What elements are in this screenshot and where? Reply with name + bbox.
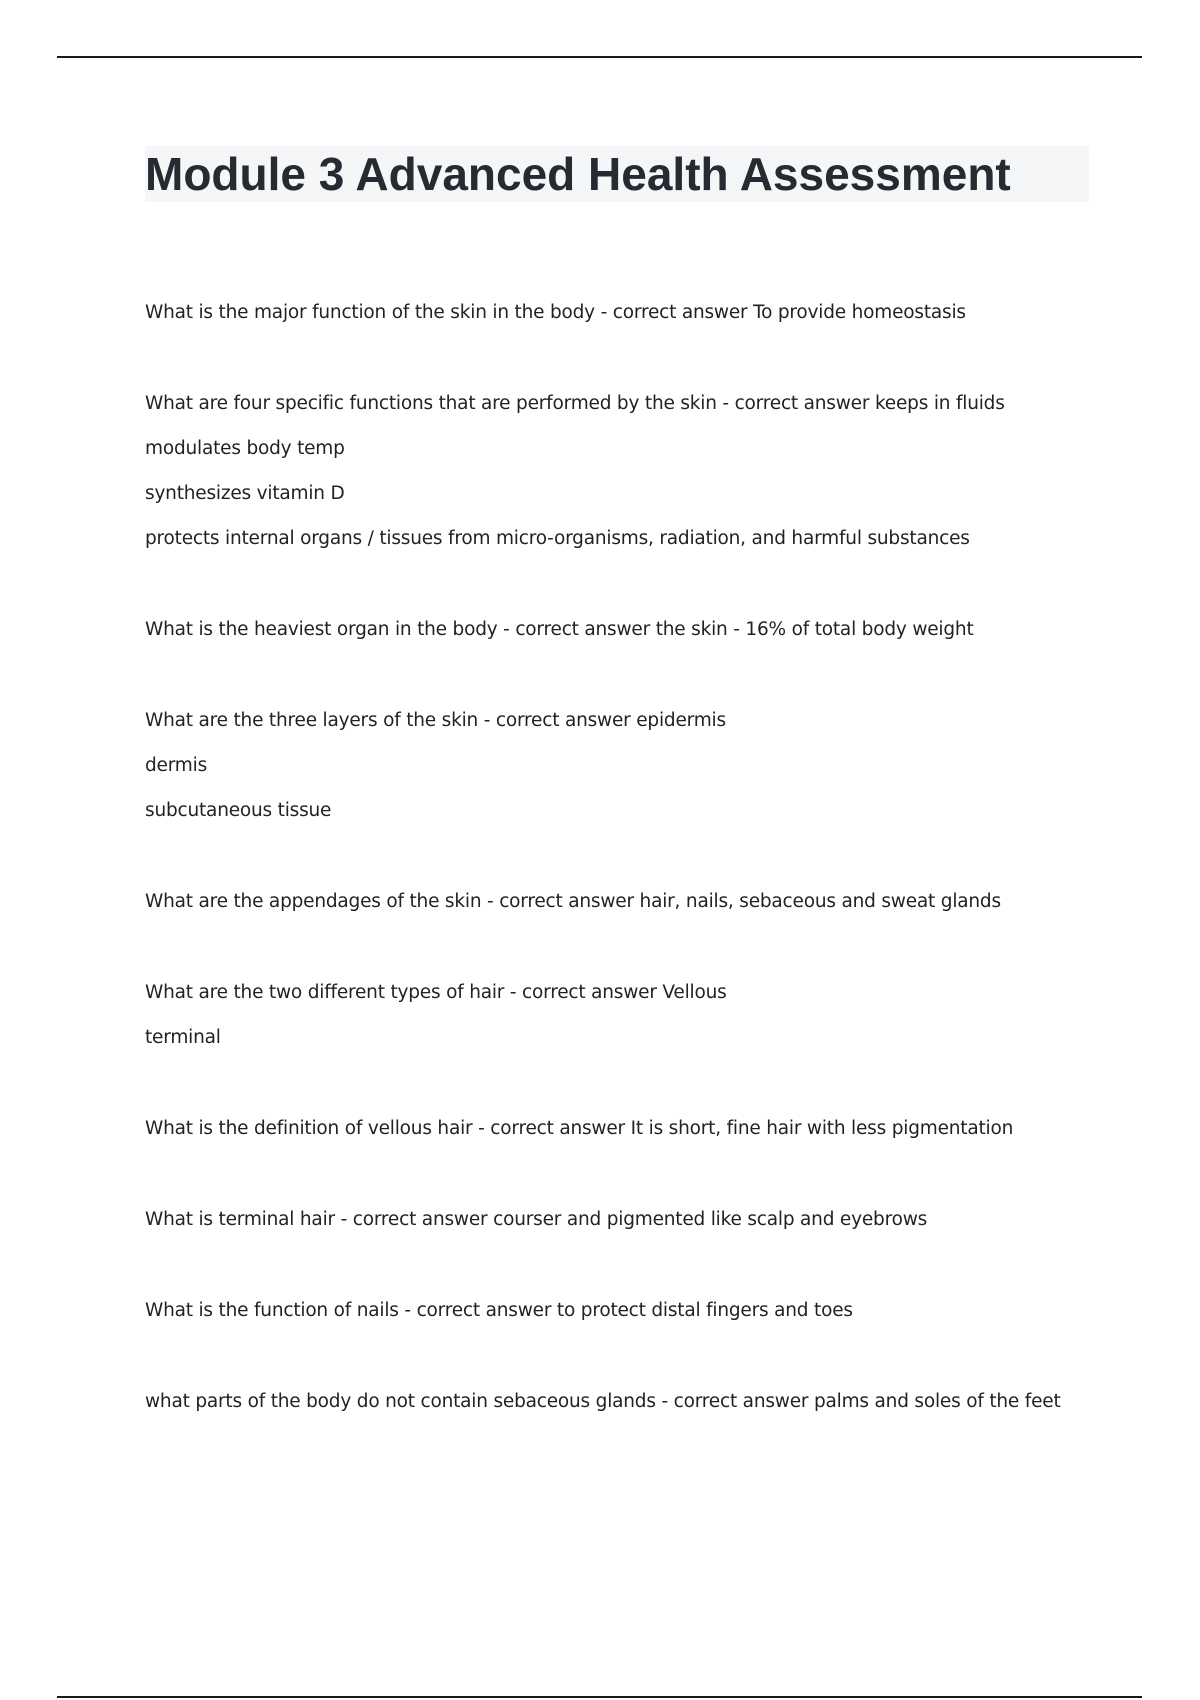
- qa-list: [145, 290, 1105, 1470]
- qa-item: [145, 1106, 1105, 1151]
- qa-line: dermis: [145, 755, 208, 776]
- qa-line: What are four specific functions that are performed by the skin - correct answer keeps in fluids: [145, 393, 1005, 414]
- page-title: Module 3 Advanced Health Assessment: [145, 148, 1011, 200]
- qa-line: terminal: [145, 1027, 221, 1048]
- qa-line: synthesizes vitamin D: [145, 483, 345, 504]
- title-banner: [145, 146, 1089, 202]
- qa-line: What are the appendages of the skin - correct answer hair, nails, sebaceous and sweat glands: [145, 891, 1001, 912]
- qa-line: What is terminal hair - correct answer courser and pigmented like scalp and eyebrows: [145, 1209, 928, 1230]
- qa-line: What are the three layers of the skin - correct answer epidermis: [145, 710, 726, 731]
- header-rule: [57, 56, 1142, 58]
- qa-line: subcutaneous tissue: [145, 800, 332, 821]
- qa-line: What is the definition of vellous hair - correct answer It is short, fine hair with less pigmentation: [145, 1118, 1014, 1139]
- qa-item: [145, 879, 1105, 924]
- qa-line: modulates body temp: [145, 438, 345, 459]
- qa-item: [145, 1288, 1105, 1333]
- qa-item: [145, 607, 1105, 652]
- qa-item: [145, 1197, 1105, 1242]
- footer-rule: [57, 1696, 1142, 1698]
- qa-line: protects internal organs / tissues from micro-organisms, radiation, and harmful substances: [145, 528, 970, 549]
- qa-item: [145, 290, 1105, 335]
- qa-line: What is the heaviest organ in the body - correct answer the skin - 16% of total body weight: [145, 619, 974, 640]
- qa-item: [145, 1379, 1105, 1424]
- qa-item: [145, 381, 1105, 561]
- qa-line: What is the function of nails - correct answer to protect distal fingers and toes: [145, 1300, 853, 1321]
- qa-line: What is the major function of the skin in the body - correct answer To provide homeostasis: [145, 302, 966, 323]
- qa-item: [145, 970, 1105, 1060]
- qa-line: what parts of the body do not contain sebaceous glands - correct answer palms and soles of the feet: [145, 1391, 1061, 1412]
- qa-line: What are the two different types of hair - correct answer Vellous: [145, 982, 727, 1003]
- qa-item: [145, 698, 1105, 833]
